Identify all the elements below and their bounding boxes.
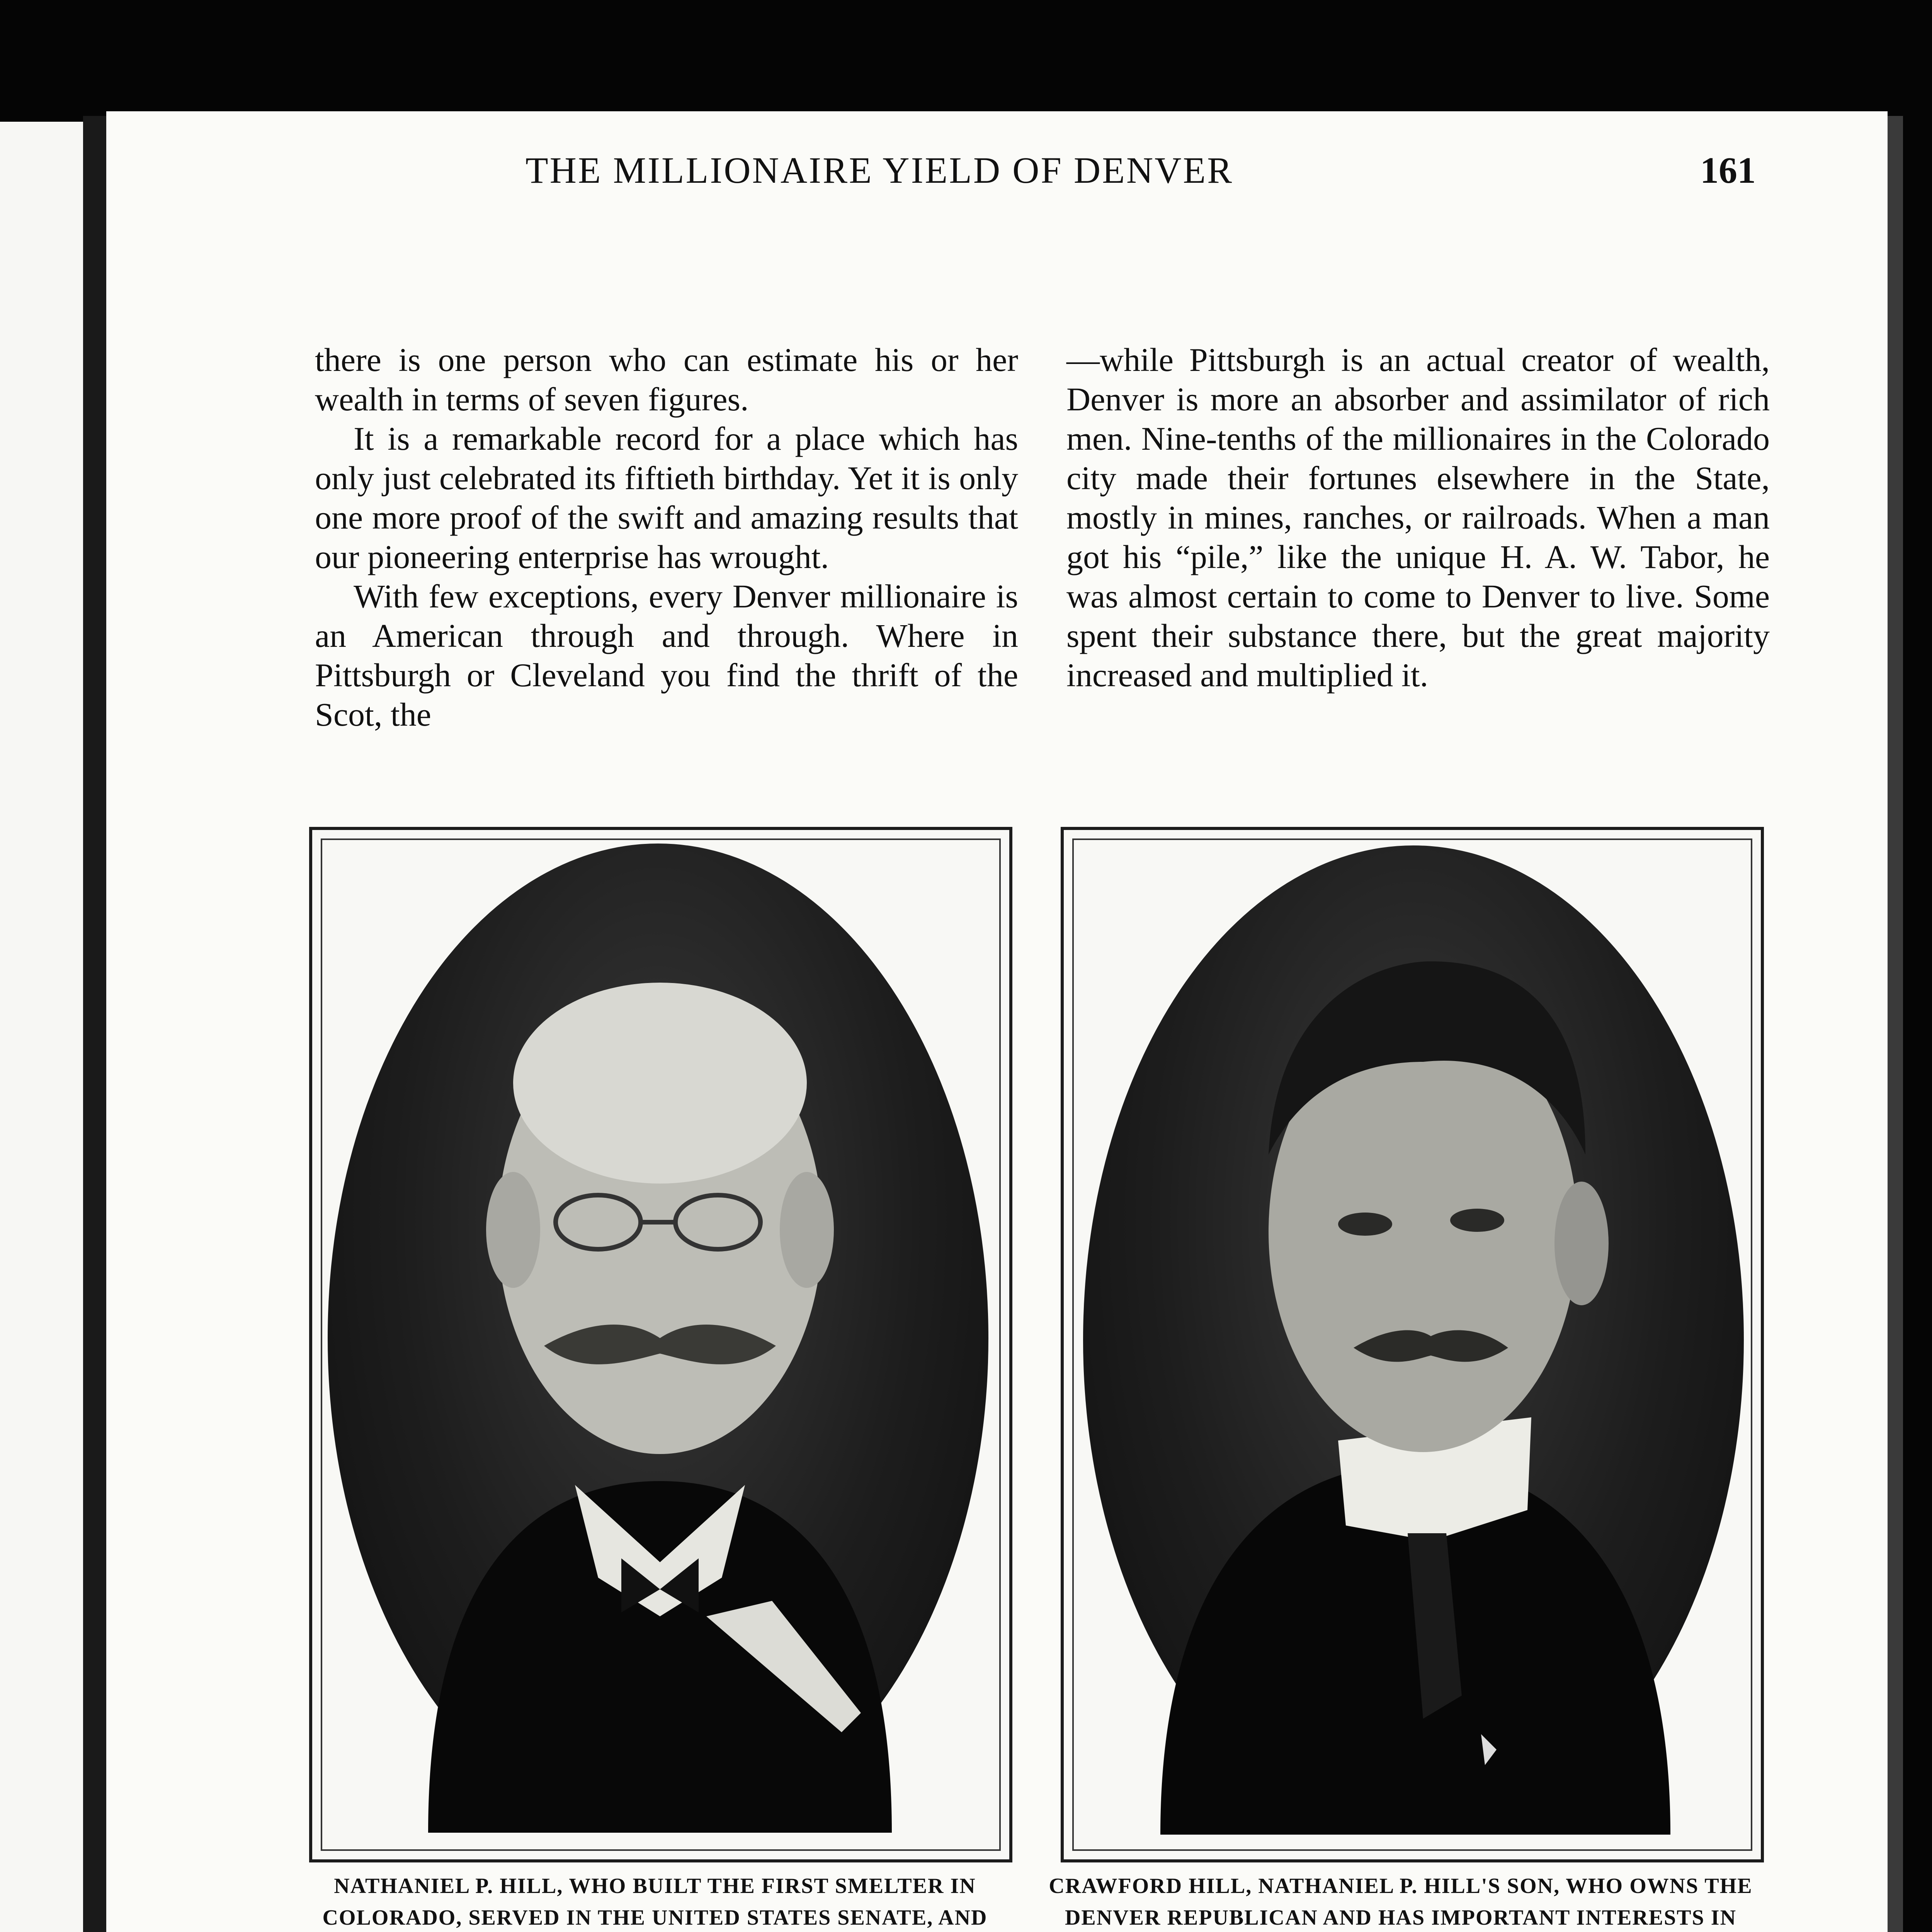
running-title: THE MILLIONAIRE YIELD OF DENVER [526, 150, 1234, 191]
paragraph: there is one person who can estimate his or her wealth in terms of seven figures. [315, 341, 1018, 418]
portrait-illustration [1083, 845, 1744, 1835]
portrait-illustration [328, 844, 988, 1833]
body-column-top-left [315, 340, 1018, 734]
facing-page-edge [0, 122, 83, 1932]
book-gutter [83, 116, 106, 1932]
portrait-frame-crawford-hill [1061, 827, 1764, 1862]
paragraph: It is a remarkable record for a place which has only just celebrated its fiftieth birthday. Yet it is only one more proof of the swift and amazing results that our pioneering enterprise has wrought. [315, 420, 1018, 575]
portrait-frame-nathaniel-hill [309, 827, 1012, 1862]
portrait-caption: NATHANIEL P. HILL, WHO BUILT THE FIRST SMELTER IN COLORADO, SERVED IN THE UNITED STATES SENATE, AND [322, 1874, 988, 1930]
body-column-top-right [1066, 340, 1770, 695]
paragraph: —while Pittsburgh is an actual creator of wealth, Denver is more an absorber and assimilator of rich men. Nine-tenths of the millionaires in the Colorado city made their fortunes elsewhere in the State, mostly in mines, ranches, or railroads. When a man got his “pile,” like the unique H. A. W. Tabor, he was almost certain to come to Denver to live. Some spent their substance there, but the great majority increased and multiplied it. [1066, 341, 1770, 694]
portrait-caption: CRAWFORD HILL, NATHANIEL P. HILL'S SON, WHO OWNS THE DENVER REPUBLICAN AND HAS IMPORTANT INTERESTS IN [1049, 1874, 1753, 1930]
portrait-photo [328, 844, 988, 1833]
page-shadow-edge [1888, 116, 1903, 1932]
portrait-photo [1083, 845, 1744, 1835]
paragraph: With few exceptions, every Denver millionaire is an American through and through. Where in Pittsburgh or Cleveland you find the thrift of the Scot, the [315, 578, 1018, 733]
page-number: 161 [1700, 150, 1756, 191]
